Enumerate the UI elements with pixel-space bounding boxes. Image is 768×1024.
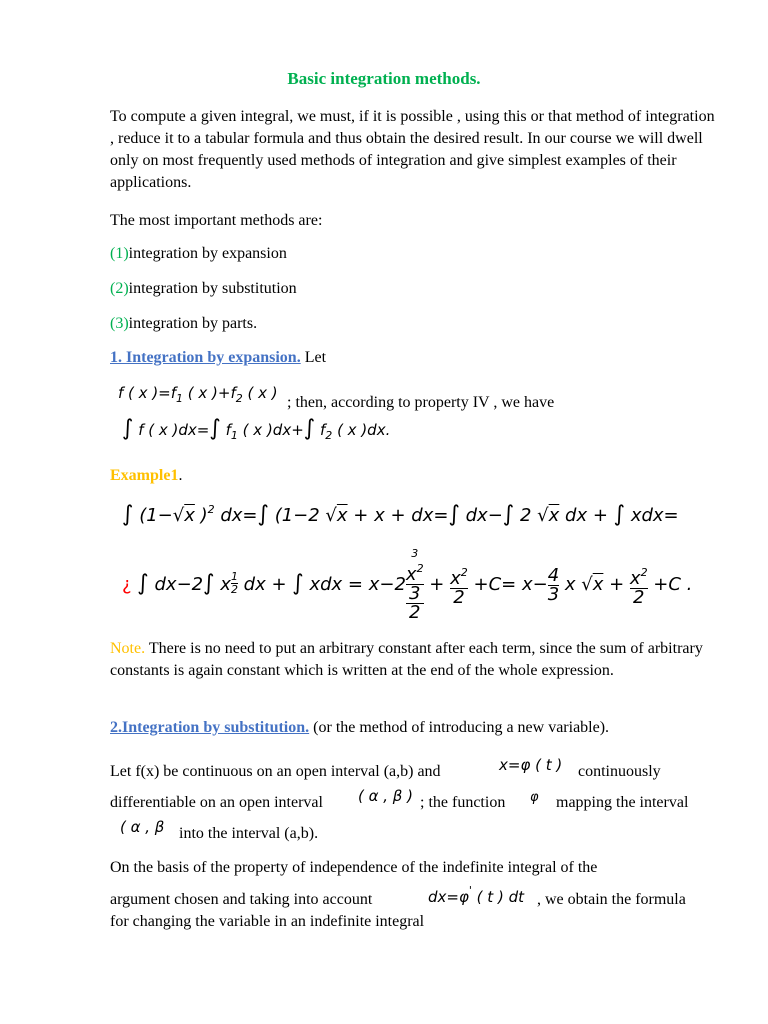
section2-heading[interactable]: 2.Integration by substitution. bbox=[110, 719, 310, 736]
section1-heading[interactable]: 1. Integration by expansion. bbox=[110, 349, 301, 366]
section2-line3: into the interval (a,b). bbox=[179, 825, 319, 842]
example-formula-line2: ¿ ∫ dx−2∫ x $\frac{1}{2}$ dx + ∫ xdx = x−2 3 $x^2$ 3 2 + $\frac{x^2}{2}$ +C= x− $\frac{4}{3}$ x √x + $\frac{x^2}{2}$ +C . bbox=[122, 547, 693, 623]
section1-heading-line bbox=[110, 347, 720, 369]
formula-integral-split: ∫ f ( x )dx=∫ $f_1$ ( x )dx+∫ $f_2$ ( x )dx. bbox=[122, 416, 391, 442]
example1-dot: . bbox=[178, 467, 183, 484]
methods-intro: The most important methods are: bbox=[110, 212, 323, 229]
section2-para2c: , we obtain the formula bbox=[537, 891, 686, 908]
example1-label: Example1 bbox=[110, 467, 179, 484]
example-formula-line1: ∫ (1−√x )$^2$ dx=∫ (1−2 √x + x + dx=∫ dx−∫ 2 √x dx + ∫ xdx= bbox=[122, 502, 679, 527]
section2-line2c: mapping the interval bbox=[556, 794, 689, 811]
property-text: ; then, according to property IV , we have bbox=[287, 394, 555, 411]
page-title: Basic integration methods. bbox=[287, 69, 481, 88]
section2-line1a: Let f(x) be continuous on an open interval (a,b) and bbox=[110, 763, 441, 780]
method-text: integration by substitution bbox=[128, 280, 297, 297]
section2-line2b: ; the function bbox=[420, 794, 506, 811]
section2-heading-line bbox=[110, 717, 720, 739]
section2-line2a: differentiable on an open interval bbox=[110, 794, 323, 811]
method-text: integration by parts. bbox=[128, 315, 258, 332]
method-number: (3) bbox=[110, 315, 129, 332]
formula-dx-phi-prime: dx=φ' ( t ) dt bbox=[428, 884, 524, 906]
note-label: Note. bbox=[110, 640, 146, 657]
example1-line bbox=[110, 465, 720, 487]
note-text: There is no need to put an arbitrary constant after each term, since the sum of arbitrary constants is again constant which is written at the end of the whole expression. bbox=[110, 640, 703, 679]
method-item bbox=[110, 278, 720, 300]
section2-para2a: On the basis of the property of independence of the indefinite integral of the bbox=[110, 859, 598, 876]
section1-let: Let bbox=[300, 349, 327, 366]
section2-para2d: for changing the variable in an indefinite integral bbox=[110, 913, 425, 930]
method-number: (1) bbox=[110, 245, 129, 262]
section2-after: (or the method of introducing a new variable). bbox=[309, 719, 610, 736]
intro-paragraph: To compute a given integral, we must, if it is possible , using this or that method of integration , reduce it to a tabular formula and thus obtain the desired result. In our course we will dwell only on most frequently used methods of integration and give simplest examples of their applications. bbox=[110, 108, 715, 191]
note-paragraph bbox=[110, 638, 720, 682]
method-item bbox=[110, 243, 720, 265]
formula-x-phi-t: x=φ ( t ) bbox=[499, 756, 563, 774]
formula-f-sum: f ( x )$=f_1$ ( x )$+f_2$ ( x ) bbox=[118, 384, 278, 405]
formula-phi: φ bbox=[530, 790, 539, 805]
method-text: integration by expansion bbox=[128, 245, 287, 262]
method-item bbox=[110, 313, 720, 335]
section2-line1b: continuously bbox=[578, 763, 661, 780]
formula-alpha-beta: ( α , β ) bbox=[358, 787, 414, 805]
section2-para2b: argument chosen and taking into account bbox=[110, 891, 373, 908]
method-number: (2) bbox=[110, 280, 129, 297]
formula-alpha-beta-2: ( α , β bbox=[120, 818, 165, 836]
